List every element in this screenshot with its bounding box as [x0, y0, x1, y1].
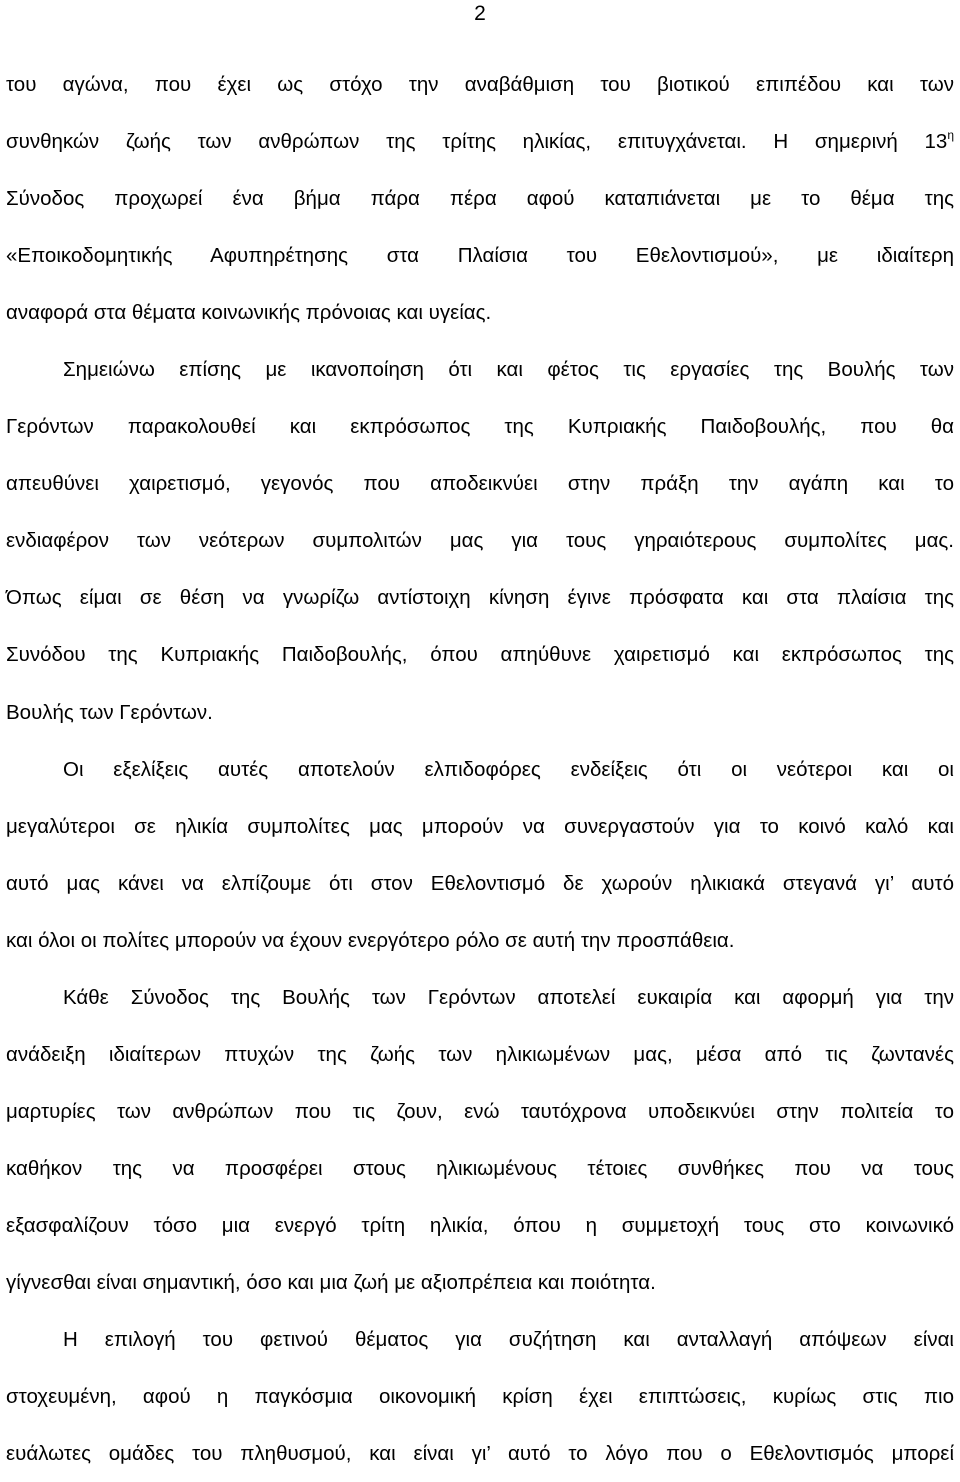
text-line: αναφορά στα θέματα κοινωνικής πρόνοιας και υγείας.: [6, 301, 492, 325]
text-line: εξασφαλίζουν τόσο μια ενεργό τρίτη ηλικία, όπου η συμμετοχή τους στο κοινωνικό: [6, 1213, 954, 1237]
text-line-content: συνθηκών ζωής των ανθρώπων της τρίτης ηλικίας, επιτυγχάνεται. Η σημερινή 13: [6, 130, 948, 154]
text-line: του αγώνα, που έχει ως στόχο την αναβάθμιση του βιοτικού επιπέδου και των: [6, 73, 954, 96]
text-line: καθήκον της να προσφέρει στους ηλικιωμένους τέτοιες συνθήκες που να τους: [6, 1156, 954, 1180]
text-line: ευάλωτες ομάδες του πληθυσμού, και είναι γι’ αυτό το λόγο που ο Εθελοντισμός μπορεί: [6, 1442, 954, 1466]
document-body: [6, 56, 954, 1482]
text-line: Σημειώνω επίσης με ικανοποίηση ότι και φέτος τις εργασίες της Βουλής των: [63, 358, 954, 382]
text-line: Όπως είμαι σε θέση να γνωρίζω αντίστοιχη κίνηση έγινε πρόσφατα και στα πλαίσια της: [6, 586, 954, 610]
text-line: [6, 113, 954, 170]
text-line: ενδιαφέρον των νεότερων συμπολιτών μας για τους γηραιότερους συμπολίτες μας.: [6, 529, 954, 553]
text-line: μεγαλύτεροι σε ηλικία συμπολίτες μας μπορούν να συνεργαστούν για το κοινό καλό και: [6, 814, 954, 838]
text-line: και όλοι οι πολίτες μπορούν να έχουν ενεργότερο ρόλο σε αυτή την προσπάθεια.: [6, 928, 735, 952]
text-line: Σύνοδος προχωρεί ένα βήμα πάρα πέρα αφού καταπιάνεται με το θέμα της: [6, 187, 954, 211]
superscript: η: [947, 128, 954, 143]
text-line: στοχευμένη, αφού η παγκόσμια οικονομική κρίση έχει επιπτώσεις, κυρίως στις πιο: [6, 1385, 954, 1409]
text-line: αυτό μας κάνει να ελπίζουμε ότι στον Εθελοντισμό δε χωρούν ηλικιακά στεγανά γι’ αυτό: [6, 871, 954, 895]
page-number: 2: [474, 2, 486, 25]
text-line: Κάθε Σύνοδος της Βουλής των Γερόντων αποτελεί ευκαιρία και αφορμή για την: [63, 985, 954, 1009]
text-line: Συνόδου της Κυπριακής Παιδοβουλής, όπου απηύθυνε χαιρετισμό και εκπρόσωπος της: [6, 643, 954, 667]
text-line: μαρτυρίες των ανθρώπων που τις ζουν, ενώ ταυτόχρονα υποδεικνύει στην πολιτεία το: [6, 1099, 954, 1123]
text-line: «Εποικοδομητικής Αφυπηρέτησης στα Πλαίσια του Εθελοντισμού», με ιδιαίτερη: [6, 244, 954, 268]
text-line: γίγνεσθαι είναι σημαντική, όσο και μια ζωή με αξιοπρέπεια και ποιότητα.: [6, 1270, 656, 1294]
text-line: Γερόντων παρακολουθεί και εκπρόσωπος της Κυπριακής Παιδοβουλής, που θα: [6, 415, 954, 439]
text-line: Η επιλογή του φετινού θέματος για συζήτηση και ανταλλαγή απόψεων είναι: [63, 1328, 954, 1352]
text-line: Βουλής των Γερόντων.: [6, 700, 213, 724]
text-line: Οι εξελίξεις αυτές αποτελούν ελπιδοφόρες ενδείξεις ότι οι νεότεροι και οι: [63, 757, 954, 781]
text-line: ανάδειξη ιδιαίτερων πτυχών της ζωής των ηλικιωμένων μας, μέσα από τις ζωντανές: [6, 1042, 954, 1066]
text-line: απευθύνει χαιρετισμό, γεγονός που αποδεικνύει στην πράξη την αγάπη και το: [6, 472, 954, 496]
